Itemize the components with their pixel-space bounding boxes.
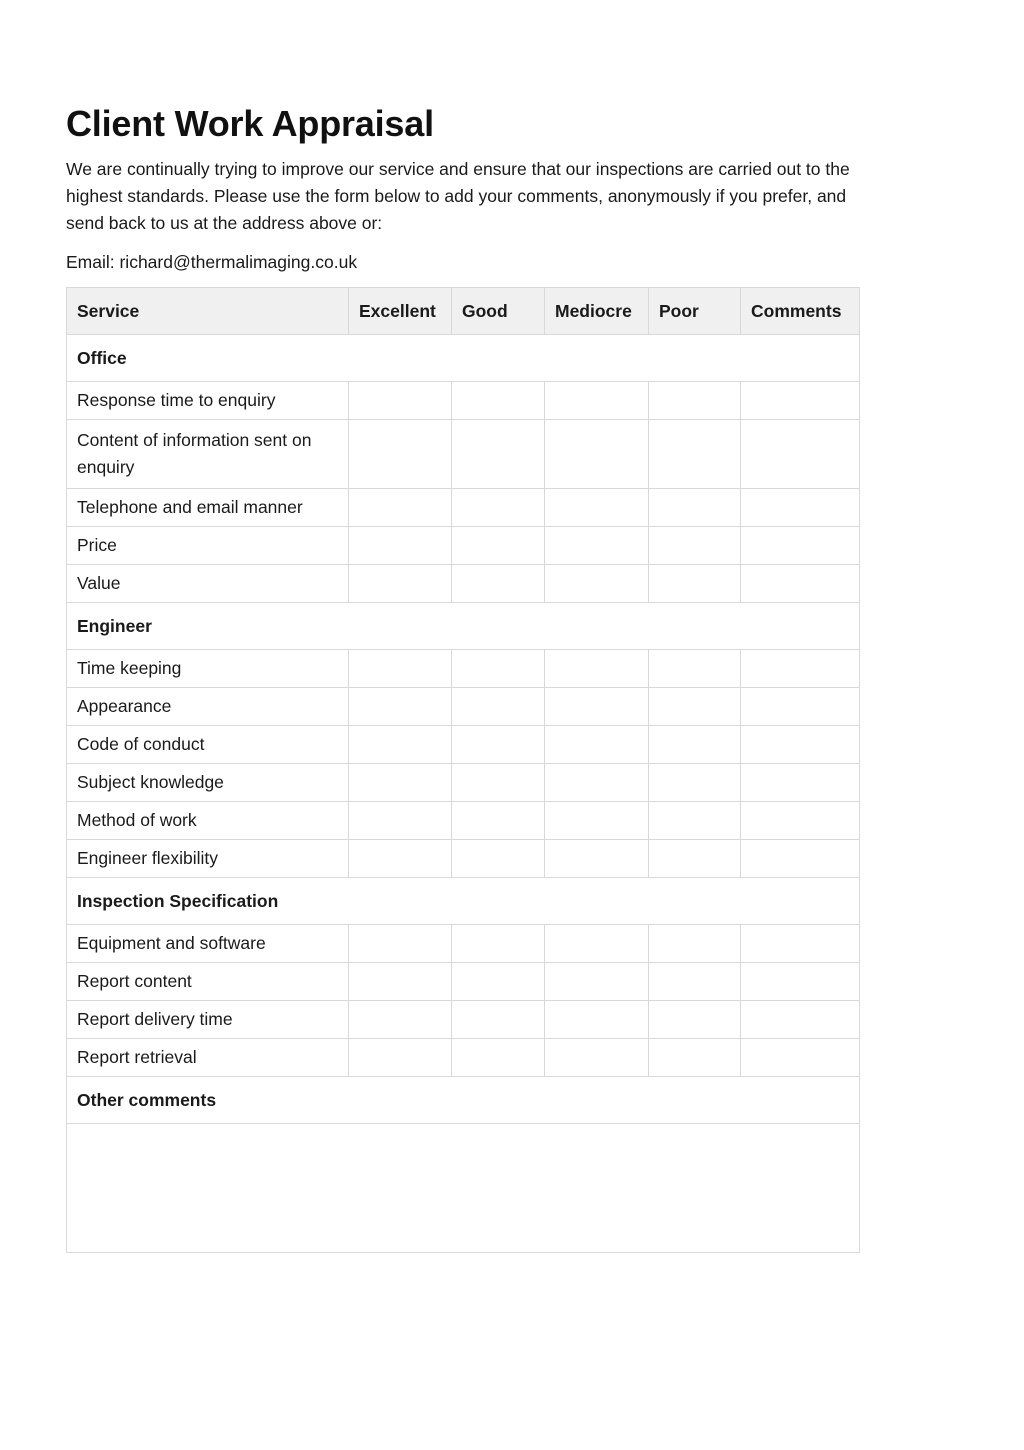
rating-cell-excellent[interactable]: [349, 382, 452, 420]
row-label: Time keeping: [67, 650, 349, 688]
rating-cell-excellent[interactable]: [349, 1039, 452, 1077]
rating-cell-excellent[interactable]: [349, 489, 452, 527]
section-row-other-comments: [67, 1077, 860, 1124]
section-label: Office: [67, 335, 860, 382]
rating-cell-mediocre[interactable]: [545, 382, 649, 420]
rating-cell-good[interactable]: [452, 650, 545, 688]
rating-cell-excellent[interactable]: [349, 726, 452, 764]
rating-cell-excellent[interactable]: [349, 764, 452, 802]
rating-cell-poor[interactable]: [649, 527, 741, 565]
rating-cell-poor[interactable]: [649, 489, 741, 527]
rating-cell-good[interactable]: [452, 764, 545, 802]
rating-cell-good[interactable]: [452, 489, 545, 527]
row-label: Method of work: [67, 802, 349, 840]
rating-cell-mediocre[interactable]: [545, 1039, 649, 1077]
appraisal-form: [66, 100, 860, 1253]
comments-cell[interactable]: [741, 382, 860, 420]
comments-cell[interactable]: [741, 963, 860, 1001]
table-row: [67, 840, 860, 878]
rating-cell-excellent[interactable]: [349, 802, 452, 840]
rating-cell-mediocre[interactable]: [545, 1001, 649, 1039]
rating-cell-mediocre[interactable]: [545, 420, 649, 489]
row-label: Appearance: [67, 688, 349, 726]
row-label: Code of conduct: [67, 726, 349, 764]
rating-cell-poor[interactable]: [649, 420, 741, 489]
comments-cell[interactable]: [741, 565, 860, 603]
rating-cell-excellent[interactable]: [349, 840, 452, 878]
rating-cell-mediocre[interactable]: [545, 688, 649, 726]
comments-cell[interactable]: [741, 489, 860, 527]
other-comments-row: [67, 1124, 860, 1253]
rating-cell-mediocre[interactable]: [545, 764, 649, 802]
header-comments: Comments: [741, 288, 860, 335]
rating-cell-good[interactable]: [452, 1039, 545, 1077]
rating-cell-excellent[interactable]: [349, 688, 452, 726]
header-poor: Poor: [649, 288, 741, 335]
rating-cell-good[interactable]: [452, 840, 545, 878]
rating-cell-mediocre[interactable]: [545, 726, 649, 764]
header-good: Good: [452, 288, 545, 335]
rating-cell-excellent[interactable]: [349, 527, 452, 565]
comments-cell[interactable]: [741, 1001, 860, 1039]
rating-cell-mediocre[interactable]: [545, 489, 649, 527]
rating-cell-good[interactable]: [452, 527, 545, 565]
table-row: [67, 382, 860, 420]
rating-cell-mediocre[interactable]: [545, 527, 649, 565]
rating-cell-good[interactable]: [452, 726, 545, 764]
table-row: [67, 963, 860, 1001]
comments-cell[interactable]: [741, 527, 860, 565]
row-label: Engineer flexibility: [67, 840, 349, 878]
row-label: Response time to enquiry: [67, 382, 349, 420]
table-row: [67, 925, 860, 963]
row-label: Report delivery time: [67, 1001, 349, 1039]
section-label: Other comments: [67, 1077, 860, 1124]
rating-cell-good[interactable]: [452, 382, 545, 420]
table-row: [67, 489, 860, 527]
rating-cell-poor[interactable]: [649, 688, 741, 726]
rating-cell-excellent[interactable]: [349, 1001, 452, 1039]
table-row: [67, 1001, 860, 1039]
rating-cell-poor[interactable]: [649, 764, 741, 802]
rating-cell-good[interactable]: [452, 420, 545, 489]
rating-cell-mediocre[interactable]: [545, 963, 649, 1001]
section-label: Inspection Specification: [67, 878, 860, 925]
comments-cell[interactable]: [741, 726, 860, 764]
comments-cell[interactable]: [741, 688, 860, 726]
rating-cell-poor[interactable]: [649, 565, 741, 603]
rating-cell-mediocre[interactable]: [545, 802, 649, 840]
row-label: Price: [67, 527, 349, 565]
row-label: Equipment and software: [67, 925, 349, 963]
rating-cell-poor[interactable]: [649, 650, 741, 688]
rating-cell-poor[interactable]: [649, 840, 741, 878]
comments-cell[interactable]: [741, 650, 860, 688]
table-row: [67, 802, 860, 840]
rating-cell-poor[interactable]: [649, 726, 741, 764]
row-label: Subject knowledge: [67, 764, 349, 802]
comments-cell[interactable]: [741, 802, 860, 840]
table-row: [67, 420, 860, 489]
row-label: Content of information sent on enquiry: [67, 420, 349, 489]
rating-cell-poor[interactable]: [649, 1001, 741, 1039]
comments-cell[interactable]: [741, 840, 860, 878]
table-row: [67, 764, 860, 802]
rating-cell-excellent[interactable]: [349, 963, 452, 1001]
table-row: [67, 726, 860, 764]
table-row: [67, 650, 860, 688]
rating-cell-good[interactable]: [452, 802, 545, 840]
rating-cell-mediocre[interactable]: [545, 925, 649, 963]
comments-cell[interactable]: [741, 1039, 860, 1077]
rating-cell-poor[interactable]: [649, 963, 741, 1001]
rating-cell-good[interactable]: [452, 925, 545, 963]
rating-cell-poor[interactable]: [649, 1039, 741, 1077]
rating-cell-mediocre[interactable]: [545, 840, 649, 878]
page-title: Client Work Appraisal: [66, 103, 434, 144]
rating-cell-excellent[interactable]: [349, 650, 452, 688]
header-service: Service: [67, 288, 349, 335]
row-label: Telephone and email manner: [67, 489, 349, 527]
rating-cell-mediocre[interactable]: [545, 650, 649, 688]
section-row-office: [67, 335, 860, 382]
email-line: Email: richard@thermalimaging.co.uk: [66, 252, 358, 272]
rating-cell-excellent[interactable]: [349, 420, 452, 489]
other-comments-field[interactable]: [67, 1124, 860, 1253]
comments-cell[interactable]: [741, 764, 860, 802]
rating-cell-good[interactable]: [452, 688, 545, 726]
header-excellent: Excellent: [349, 288, 452, 335]
rating-cell-excellent[interactable]: [349, 565, 452, 603]
appraisal-table: [66, 287, 860, 1253]
row-label: Report content: [67, 963, 349, 1001]
row-label: Value: [67, 565, 349, 603]
table-row: [67, 688, 860, 726]
rating-cell-poor[interactable]: [649, 802, 741, 840]
header-mediocre: Mediocre: [545, 288, 649, 335]
rating-cell-good[interactable]: [452, 963, 545, 1001]
table-row: [67, 1039, 860, 1077]
rating-cell-poor[interactable]: [649, 382, 741, 420]
rating-cell-good[interactable]: [452, 565, 545, 603]
section-row-inspection-specification: [67, 878, 860, 925]
header-row: [67, 288, 860, 335]
section-row-engineer: [67, 603, 860, 650]
table-row: [67, 527, 860, 565]
intro-paragraph: We are continually trying to improve our service and ensure that our inspections are carried out to the highest standards. Please use the form below to add your comments, anonymously if you prefer, and send back to us at the address above or:: [66, 159, 850, 233]
rating-cell-excellent[interactable]: [349, 925, 452, 963]
comments-cell[interactable]: [741, 925, 860, 963]
section-label: Engineer: [67, 603, 860, 650]
rating-cell-poor[interactable]: [649, 925, 741, 963]
table-row: [67, 565, 860, 603]
row-label: Report retrieval: [67, 1039, 349, 1077]
comments-cell[interactable]: [741, 420, 860, 489]
rating-cell-good[interactable]: [452, 1001, 545, 1039]
rating-cell-mediocre[interactable]: [545, 565, 649, 603]
